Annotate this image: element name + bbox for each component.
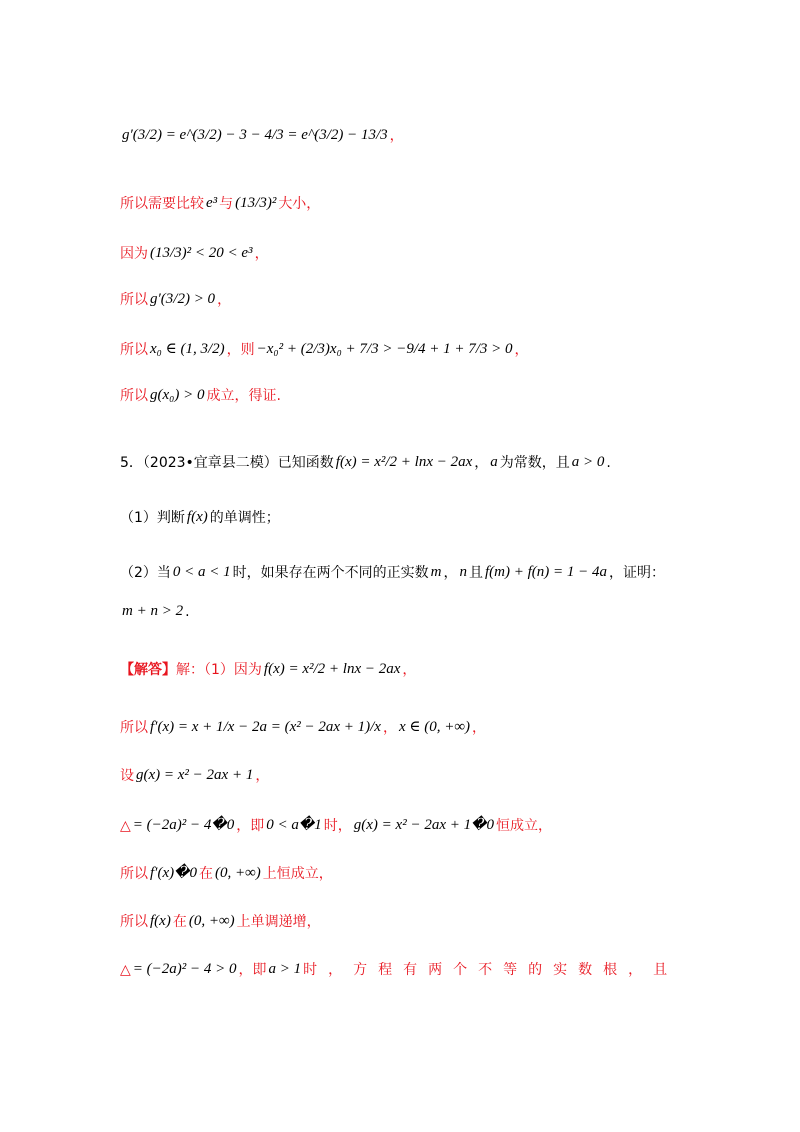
answer-text: △ bbox=[120, 961, 131, 978]
answer-text: 所以 bbox=[120, 913, 148, 930]
text-line bbox=[120, 455, 611, 470]
math-expression: f(m) + f(n) = 1 − 4a bbox=[485, 564, 608, 580]
math-expression: f′(x) = x + 1/x − 2a = (x² − 2ax + 1)/x bbox=[150, 719, 381, 735]
answer-label: 【解答】 bbox=[120, 661, 176, 678]
answer-text: 时，方程有两个不等的实数根，且 bbox=[303, 961, 679, 978]
text-line bbox=[120, 604, 190, 619]
answer-text: ， bbox=[402, 661, 417, 678]
question-text: 5．（2023•宜章县二模）已知函数 bbox=[120, 454, 334, 471]
math-expression: g(x) = x² − 2ax + 1 bbox=[136, 767, 254, 783]
math-expression: −x₀² + (2/3)x₀ + 7/3 > −9/4 + 1 + 7/3 > 0 bbox=[256, 341, 513, 357]
answer-text: ， bbox=[472, 719, 487, 736]
math-expression: 0 < a�1 bbox=[266, 817, 322, 833]
text-line bbox=[120, 128, 404, 143]
math-expression: a > 1 bbox=[268, 961, 302, 977]
text-line bbox=[120, 565, 665, 580]
text-line bbox=[120, 662, 416, 677]
question-text: ，证明： bbox=[609, 564, 666, 581]
math-expression: m + n > 2 bbox=[122, 603, 184, 619]
answer-text: ， bbox=[217, 291, 232, 308]
answer-text: 所以 bbox=[120, 341, 148, 358]
text-line bbox=[120, 866, 333, 881]
question-text: 的单调性； bbox=[209, 509, 280, 526]
text-line bbox=[120, 292, 231, 307]
math-expression: f(x) = x²/2 + lnx − 2ax bbox=[335, 454, 473, 470]
math-expression: 0 < a < 1 bbox=[172, 564, 231, 580]
math-expression: = (−2a)² − 4 > 0 bbox=[132, 961, 237, 977]
math-expression: g(x) = x² − 2ax + 1�0 bbox=[353, 817, 494, 833]
text-line bbox=[120, 818, 552, 833]
math-expression: x ∈ (0, +∞) bbox=[398, 719, 471, 735]
math-expression: f′(x)�0 bbox=[150, 865, 197, 881]
math-expression: a bbox=[490, 454, 498, 470]
answer-text: 所以 bbox=[120, 719, 148, 736]
answer-text: 时， bbox=[323, 817, 352, 834]
question-text: 时，如果存在两个不同的正实数 bbox=[232, 564, 429, 581]
text-line bbox=[120, 914, 321, 929]
question-text: 且 bbox=[469, 564, 484, 581]
question-text: . bbox=[185, 603, 190, 620]
question-text: （1）判断 bbox=[120, 509, 185, 526]
answer-text: △ bbox=[120, 817, 131, 834]
math-expression: g′(3/2) > 0 bbox=[150, 291, 216, 307]
answer-text: 上单调递增， bbox=[236, 913, 321, 930]
text-line bbox=[120, 246, 269, 261]
math-expression: (13/3)² bbox=[235, 195, 277, 211]
text-line bbox=[120, 388, 281, 403]
text-line bbox=[120, 342, 529, 357]
answer-text: 所以 bbox=[120, 865, 148, 882]
math-expression: (0, +∞) bbox=[214, 865, 261, 881]
math-expression: = (−2a)² − 4�0 bbox=[132, 817, 235, 833]
answer-text: 所以需要比较 bbox=[120, 195, 204, 212]
answer-text: 设 bbox=[120, 767, 134, 784]
math-expression: n bbox=[459, 564, 468, 580]
answer-text: 恒成立， bbox=[496, 817, 552, 834]
answer-text: ， bbox=[514, 341, 529, 358]
math-expression: f(x) = x²/2 + lnx − 2ax bbox=[263, 661, 401, 677]
math-expression: f(x) bbox=[150, 913, 171, 929]
answer-text: 解：（1）因为 bbox=[176, 661, 262, 678]
question-text: 为常数，且 bbox=[499, 454, 570, 471]
answer-text: ， bbox=[254, 245, 269, 262]
math-expression: x₀ ∈ (1, 3/2) bbox=[150, 341, 225, 357]
answer-text: ，即 bbox=[236, 817, 265, 834]
text-line bbox=[120, 768, 269, 783]
math-expression: a > 0 bbox=[571, 454, 605, 470]
answer-text: ，则 bbox=[226, 341, 255, 358]
math-expression: g′(3/2) = e^(3/2) − 3 − 4/3 = e^(3/2) − 13/3 bbox=[122, 127, 388, 143]
answer-text: 成立，得证. bbox=[206, 387, 281, 404]
answer-text: ， bbox=[255, 767, 270, 784]
answer-text: 大小， bbox=[278, 195, 321, 212]
math-expression: e³ bbox=[206, 195, 218, 211]
answer-text: 与 bbox=[219, 195, 234, 212]
answer-text: 在 bbox=[198, 865, 213, 882]
text-line bbox=[120, 720, 486, 735]
answer-text: ，即 bbox=[238, 961, 267, 978]
math-expression: g(x₀) > 0 bbox=[150, 387, 205, 403]
math-expression: (13/3)² < 20 < e³ bbox=[150, 245, 253, 261]
math-expression: f(x) bbox=[186, 509, 208, 525]
answer-text: 上恒成立， bbox=[262, 865, 333, 882]
answer-text: 在 bbox=[172, 913, 187, 930]
answer-text: ， bbox=[389, 127, 404, 144]
answer-text: 所以 bbox=[120, 387, 148, 404]
text-line bbox=[120, 196, 320, 211]
question-text: ， bbox=[443, 564, 458, 581]
answer-text: ， bbox=[382, 719, 397, 736]
math-expression: (0, +∞) bbox=[188, 913, 235, 929]
question-text: ， bbox=[474, 454, 489, 471]
question-text: . bbox=[606, 454, 611, 471]
math-expression: m bbox=[430, 564, 442, 580]
answer-text: 所以 bbox=[120, 291, 148, 308]
question-text: （2）当 bbox=[120, 564, 171, 581]
answer-text: 因为 bbox=[120, 245, 148, 262]
text-line bbox=[120, 962, 678, 977]
text-line bbox=[120, 510, 280, 525]
